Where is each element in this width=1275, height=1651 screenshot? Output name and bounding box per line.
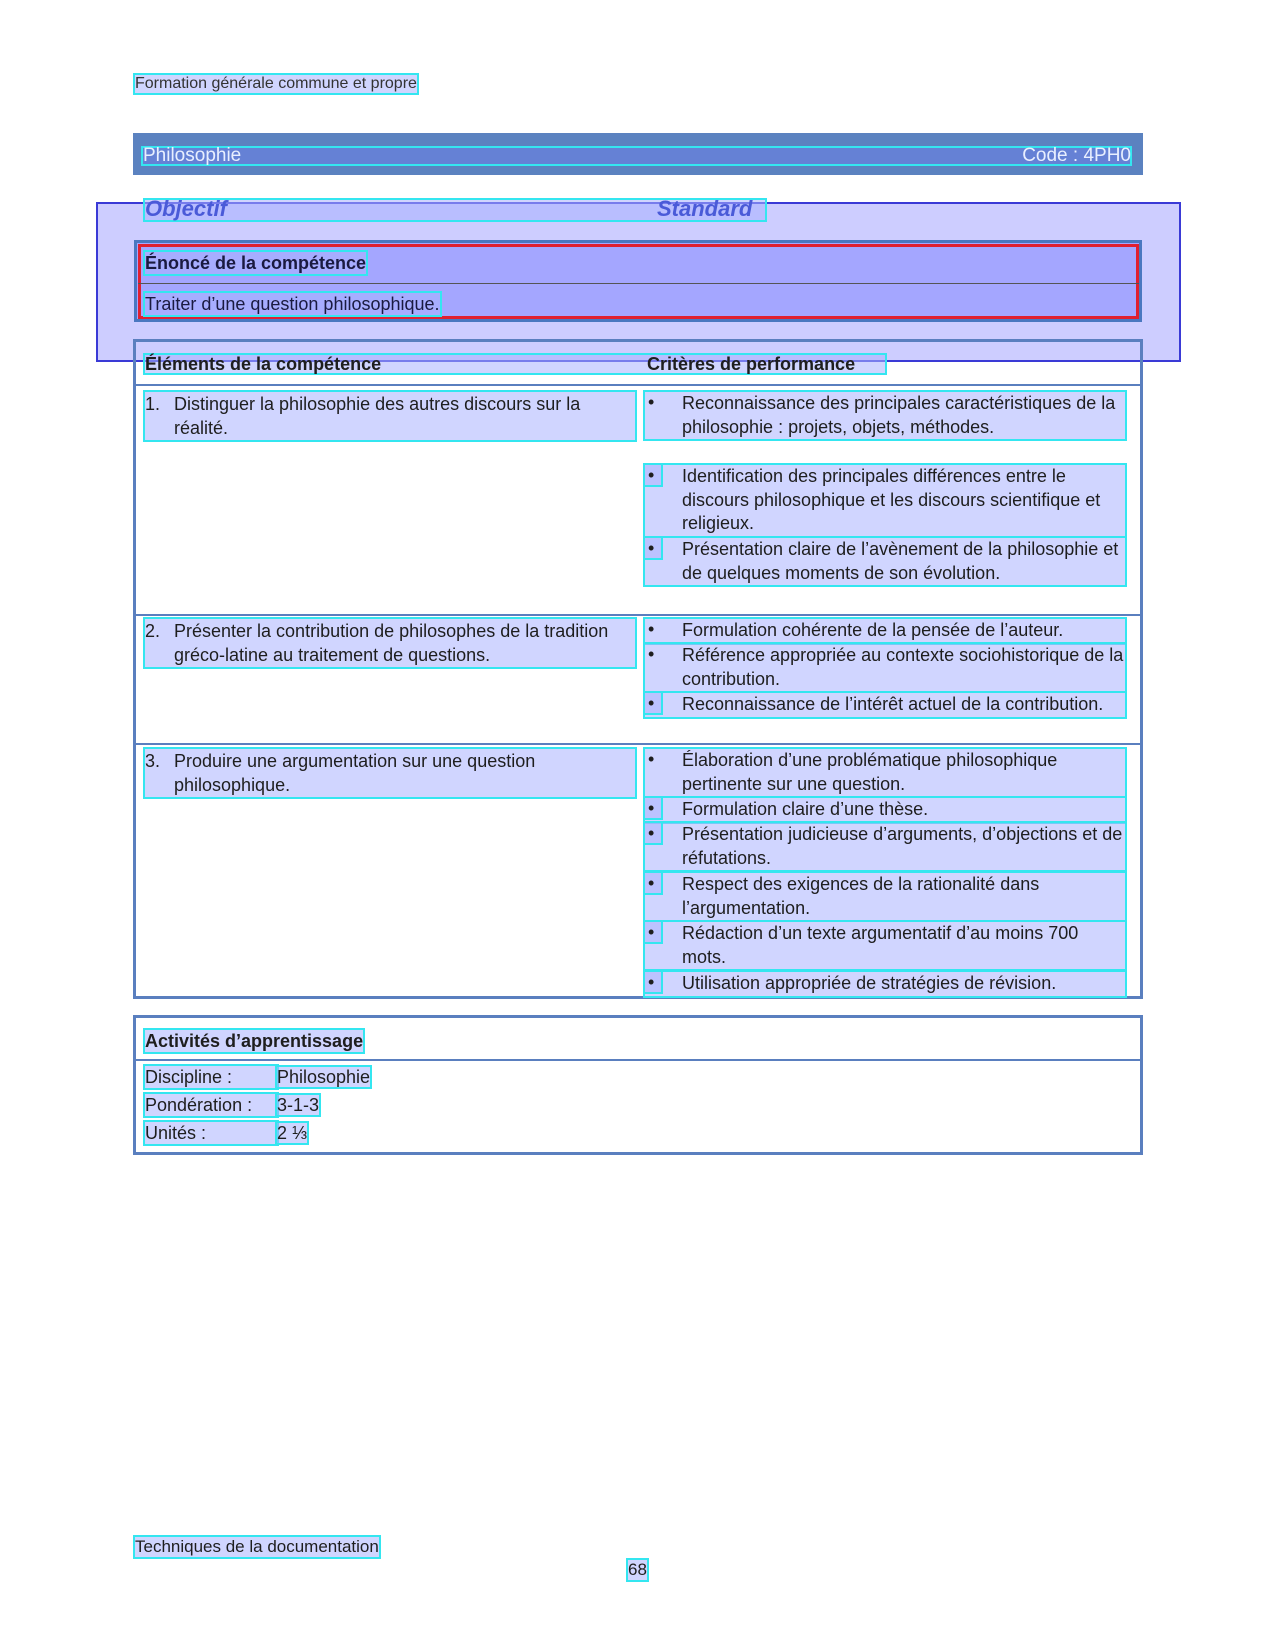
- enonce-title: Énoncé de la compétence: [145, 253, 367, 273]
- element-number: 1.: [145, 394, 161, 414]
- bullet-icon: [645, 465, 661, 485]
- criterion-text: Rédaction d’un texte argumentatif d’au moins 700 mots.: [645, 922, 1125, 969]
- column-header-elements: Éléments de la compétence: [145, 354, 382, 374]
- element-text: Distinguer la philosophie des autres discours sur la réalité.: [145, 392, 635, 440]
- activities-divider: [136, 1059, 1140, 1061]
- banner-code: Code : 4PH0: [1022, 145, 1131, 166]
- discipline-banner: [133, 133, 1143, 175]
- bullet-icon: [645, 972, 661, 992]
- criterion-text: Référence appropriée au contexte sociohistorique de la contribution.: [645, 644, 1125, 691]
- unites-label: Unités :: [145, 1122, 277, 1144]
- criterion-text: Reconnaissance de l’intérêt actuel de la contribution.: [645, 693, 1125, 717]
- element-item: [145, 392, 635, 440]
- discipline-row: [145, 1066, 370, 1088]
- criterion-item: [645, 972, 1125, 996]
- discipline-label: Discipline :: [145, 1066, 277, 1088]
- page-footer: Techniques de la documentation: [135, 1537, 379, 1556]
- unites-value: 2 ⅓: [277, 1123, 308, 1143]
- criterion-item: [645, 922, 1125, 969]
- enonce-divider: [138, 283, 1139, 284]
- criterion-text: Identification des principales différences entre le discours philosophique et les discours scientifique et religieux.: [645, 465, 1125, 536]
- criterion-item: [645, 644, 1125, 691]
- banner-highlight: [143, 148, 1130, 164]
- activities-title: Activités d’apprentissage: [145, 1031, 364, 1051]
- criterion-item: [645, 693, 1125, 717]
- bullet-icon: [645, 823, 661, 843]
- bullet-icon: [645, 392, 661, 412]
- banner-discipline: Philosophie: [143, 145, 242, 166]
- enonce-text: Traiter d’une question philosophique.: [145, 294, 440, 314]
- column-header-criteria: Critères de performance: [647, 354, 856, 374]
- bullet-icon: [645, 538, 661, 558]
- criterion-text: Présentation judicieuse d’arguments, d’objections et de réfutations.: [645, 823, 1125, 870]
- element-number: 2.: [145, 621, 161, 641]
- page-header: Formation générale commune et propre: [135, 75, 417, 92]
- criterion-text: Formulation cohérente de la pensée de l’auteur.: [645, 619, 1125, 643]
- standard-label: Standard: [657, 196, 753, 221]
- criterion-item: [645, 873, 1125, 920]
- criterion-item: [645, 798, 1125, 822]
- bullet-icon: [645, 798, 661, 818]
- discipline-value: Philosophie: [277, 1067, 371, 1087]
- criterion-text: Respect des exigences de la rationalité dans l’argumentation.: [645, 873, 1125, 920]
- element-text: Présenter la contribution de philosophes de la tradition gréco-latine au traitement de questions.: [145, 619, 635, 667]
- bullet-icon: [645, 749, 661, 769]
- element-text: Produire une argumentation sur une question philosophique.: [145, 749, 635, 797]
- ponderation-value: 3-1-3: [277, 1095, 320, 1115]
- criterion-item: [645, 823, 1125, 870]
- table-divider: [136, 614, 1140, 616]
- bullet-icon: [645, 922, 661, 942]
- bullet-icon: [645, 873, 661, 893]
- bullet-icon: [645, 644, 661, 664]
- element-item: [145, 749, 635, 797]
- criterion-item: [645, 538, 1125, 585]
- criterion-text: Utilisation appropriée de stratégies de révision.: [645, 972, 1125, 996]
- criterion-text: Formulation claire d’une thèse.: [645, 798, 1125, 822]
- criterion-item: [645, 392, 1125, 439]
- table-divider: [136, 743, 1140, 745]
- ponderation-row: [145, 1094, 319, 1116]
- criterion-text: Reconnaissance des principales caractéristiques de la philosophie : projets, objets, méthodes.: [645, 392, 1125, 439]
- objectif-label: Objectif: [145, 196, 227, 221]
- ponderation-label: Pondération :: [145, 1094, 277, 1116]
- element-number: 3.: [145, 751, 161, 771]
- criterion-text: Élaboration d’une problématique philosophique pertinente sur une question.: [645, 749, 1125, 796]
- criterion-item: [645, 749, 1125, 796]
- bullet-icon: [645, 619, 661, 639]
- criterion-item: [645, 619, 1125, 643]
- bullet-icon: [645, 693, 661, 713]
- criterion-text: Présentation claire de l’avènement de la philosophie et de quelques moments de son évolution.: [645, 538, 1125, 585]
- table-divider: [136, 384, 1140, 386]
- element-item: [145, 619, 635, 667]
- criterion-item: [645, 465, 1125, 536]
- unites-row: [145, 1122, 307, 1144]
- page-number: 68: [628, 1560, 647, 1579]
